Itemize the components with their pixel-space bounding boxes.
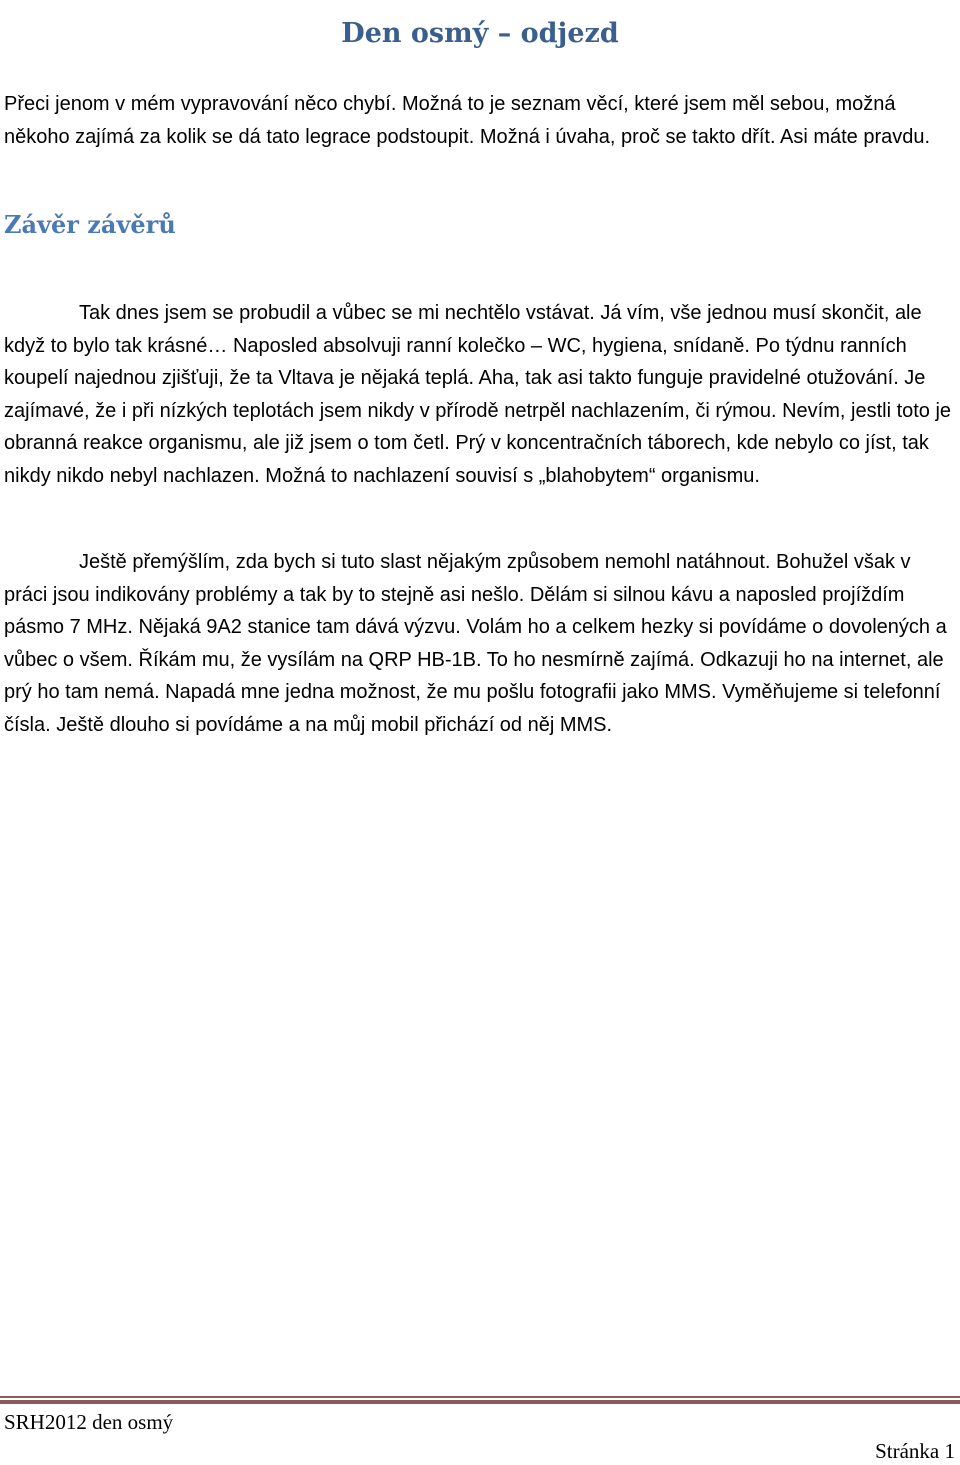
footer-page-number: Stránka 1 bbox=[875, 1439, 955, 1463]
paragraph-intro: Přeci jenom v mém vypravování něco chybí. Možná to je seznam věcí, které jsem měl sebou, možná někoho zajímá za kolik se dá tato legrace podstoupit. Možná i úvaha, proč se takto dřít. Asi máte pravdu. bbox=[4, 93, 931, 148]
paragraph-morning: Tak dnes jsem se probudil a vůbec se mi nechtělo vstávat. Já vím, vše jednou musí skončit, ale když to bylo tak krásné… Naposled absolvuji ranní kolečko – WC, hygiena, snídaně. Po týdnu ranních koupelí najednou zjišťuji, že ta Vltava je nějaká teplá. Aha, tak asi takto funguje pravidelné otužování. Je zajímavé, že i při nízkých teplotách jsem nikdy v přírodě netrpěl nachlazením, či rýmou. Nevím, jestli toto je obranná reakce organismu, ale již jsem o tom četl. Prý v koncentračních táborech, kde nebylo co jíst, tak nikdy nikdo nebyl nachlazen. Možná to nachlazení souvisí s „blahobytem“ organismu. bbox=[4, 302, 952, 487]
document-title: Den osmý – odjezd bbox=[341, 18, 619, 50]
section-heading: Závěr závěrů bbox=[4, 210, 176, 239]
footer-divider bbox=[0, 1396, 960, 1404]
paragraph-radio: Ještě přemýšlím, zda bych si tuto slast nějakým způsobem nemohl natáhnout. Bohužel však v práci jsou indikovány problémy a tak by to stejně asi nešlo. Dělám si silnou kávu a naposled projíždím pásmo 7 MHz. Nějaká 9A2 stanice tam dává výzvu. Volám ho a celkem hezky si povídáme o dovolených a vůbec o všem. Říkám mu, že vysílám na QRP HB-1B. To ho nesmírně zajímá. Odkazuji ho na internet, ale prý ho tam nemá. Napadá mne jedna možnost, že mu pošlu fotografii jako MMS. Vyměňujeme si telefonní čísla. Ještě dlouho si povídáme a na můj mobil přichází od něj MMS. bbox=[4, 551, 947, 736]
footer-document-name: SRH2012 den osmý bbox=[4, 1410, 174, 1434]
